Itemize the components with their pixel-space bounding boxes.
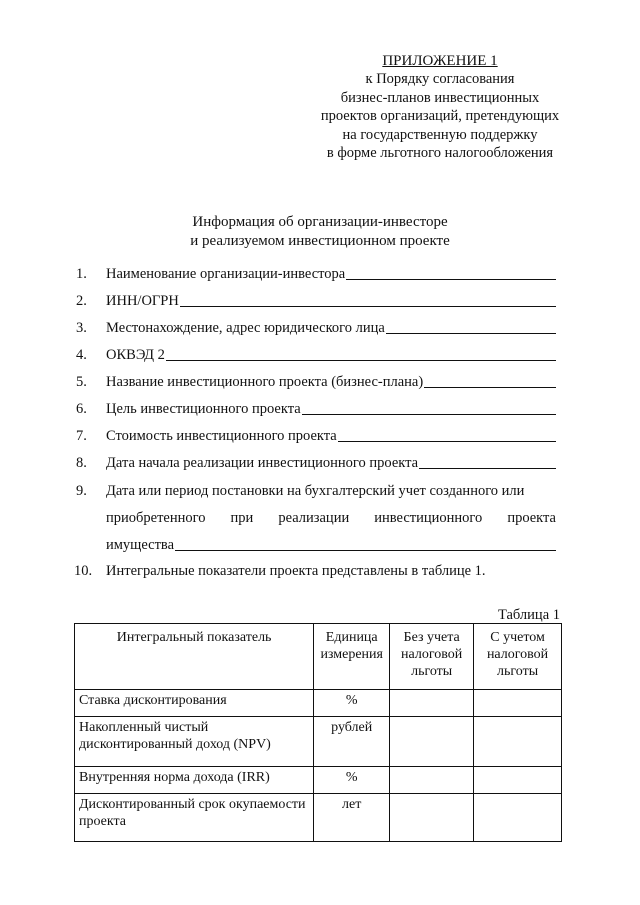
table-row [75, 767, 562, 794]
fill-line[interactable] [424, 372, 556, 388]
header-unit: Единица измерения [314, 624, 390, 690]
table-caption: Таблица 1 [497, 607, 560, 623]
justified-word: проекта [507, 510, 556, 526]
unit-cell: % [314, 767, 390, 794]
appendix-line: к Порядку согласования [365, 71, 515, 88]
field-label: Местонахождение, адрес юридического лица [106, 320, 385, 336]
justified-word: при [230, 510, 254, 526]
field-number: 8. [76, 455, 87, 471]
value-cell-without-benefit[interactable] [390, 794, 474, 842]
indicator-cell: Внутренняя норма дохода (IRR) [75, 767, 314, 794]
field-start-date [76, 453, 556, 473]
fill-line[interactable] [166, 345, 556, 361]
field-label: Дата или период постановки на бухгалтерский учет созданного или [106, 483, 525, 499]
header-indicator: Интегральный показатель [75, 624, 314, 690]
fill-line[interactable] [338, 426, 556, 442]
value-cell-with-benefit[interactable] [474, 690, 562, 717]
table-row [75, 794, 562, 842]
value-cell-with-benefit[interactable] [474, 794, 562, 842]
justified-word: приобретенного [106, 510, 206, 526]
document-title-line: Информация об организации-инвесторе [192, 214, 448, 230]
fill-line[interactable] [386, 318, 556, 334]
fill-line[interactable] [302, 399, 556, 415]
indicator-cell: Накопленный чистый дисконтированный доход (NPV) [75, 717, 314, 767]
value-cell-without-benefit[interactable] [390, 717, 474, 767]
field-label: Стоимость инвестиционного проекта [106, 428, 337, 444]
unit-cell: рублей [314, 717, 390, 767]
header-without-benefit: Без учета налоговой льготы [390, 624, 474, 690]
field-number: 2. [76, 293, 87, 309]
appendix-line: на государственную поддержку [342, 126, 538, 143]
field-label: Интегральные показатели проекта представлены в таблице 1. [106, 563, 486, 579]
field-project-cost [76, 426, 556, 446]
appendix-line: в форме льготного налогообложения [326, 145, 554, 162]
field-number: 9. [76, 483, 87, 499]
field-label: Наименование организации-инвестора [106, 266, 346, 282]
field-label: ОКВЭД 2 [106, 347, 165, 363]
field-number: 4. [76, 347, 87, 363]
field-number: 6. [76, 401, 87, 417]
value-cell-without-benefit[interactable] [390, 767, 474, 794]
table-row [75, 690, 562, 717]
appendix-title: ПРИЛОЖЕНИЕ 1 [382, 53, 498, 69]
field-okved [76, 345, 556, 365]
value-cell-without-benefit[interactable] [390, 690, 474, 717]
appendix-header [300, 52, 580, 162]
field-number: 7. [76, 428, 87, 444]
appendix-line: бизнес-планов инвестиционных [340, 89, 540, 106]
field-label: имущества [106, 537, 175, 553]
field-number: 5. [76, 374, 87, 390]
table-row [75, 717, 562, 767]
value-cell-with-benefit[interactable] [474, 717, 562, 767]
field-number: 3. [76, 320, 87, 336]
field-label: Цель инвестиционного проекта [106, 401, 301, 417]
appendix-line: проектов организаций, претендующих [320, 108, 560, 125]
field-accounting-date-line2 [106, 508, 556, 528]
field-organization-name [76, 264, 556, 284]
fill-line[interactable] [419, 453, 556, 469]
justified-word: реализации [278, 510, 350, 526]
integral-indicators-table [74, 623, 562, 842]
field-label: Название инвестиционного проекта (бизнес-плана) [106, 374, 424, 390]
field-project-goal [76, 399, 556, 419]
field-address [76, 318, 556, 338]
unit-cell: % [314, 690, 390, 717]
field-inn-ogrn [76, 291, 556, 311]
field-label: ИНН/ОГРН [106, 293, 179, 309]
unit-cell: лет [314, 794, 390, 842]
fill-line[interactable] [346, 264, 556, 280]
fill-line[interactable] [175, 535, 556, 551]
field-accounting-date-line3 [76, 535, 556, 555]
field-integral-indicators [74, 561, 554, 581]
field-accounting-date [76, 481, 556, 501]
indicator-cell: Дисконтированный срок окупаемости проекта [75, 794, 314, 842]
table-header-row [75, 624, 562, 690]
field-number: 10. [74, 563, 93, 579]
document-title-line: и реализуемом инвестиционном проекте [190, 233, 450, 249]
fill-line[interactable] [180, 291, 556, 307]
justified-word: инвестиционного [374, 510, 483, 526]
field-project-name [76, 372, 556, 392]
field-label: Дата начала реализации инвестиционного проекта [106, 455, 419, 471]
value-cell-with-benefit[interactable] [474, 767, 562, 794]
field-number: 1. [76, 266, 87, 282]
header-with-benefit: С учетом налоговой льготы [474, 624, 562, 690]
document-title [120, 213, 520, 251]
indicator-cell: Ставка дисконтирования [75, 690, 314, 717]
